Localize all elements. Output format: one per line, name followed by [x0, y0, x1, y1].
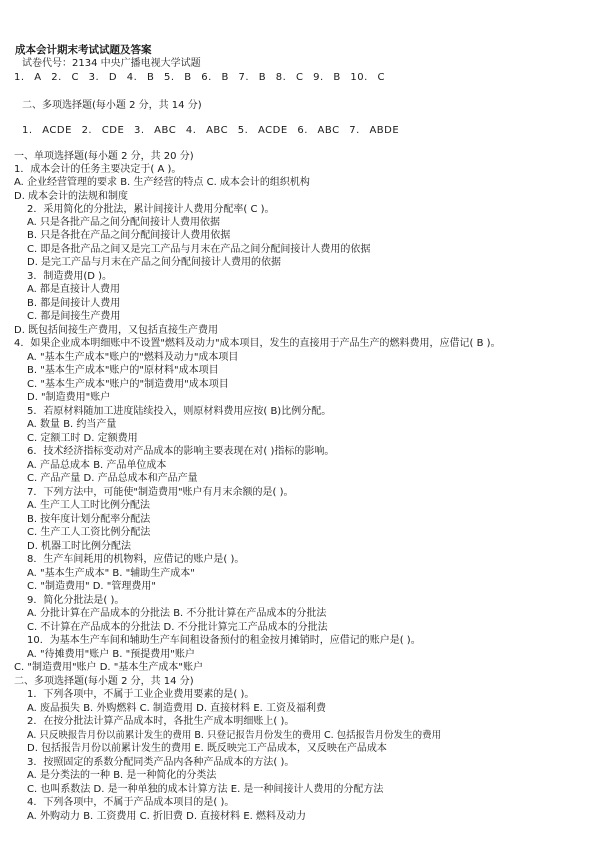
- option-line: A. 企业经营管理的要求 B. 生产经营的特点 C. 成本会计的组织机构: [14, 177, 310, 188]
- option-line: C. "基本生产成本"账户的"制造费用"成本项目: [27, 379, 229, 390]
- question-line: 5．若原材料随加工进度陆续投入，则原材料费用应按( B)比例分配。: [27, 406, 332, 417]
- question-line: 10．为基本生产车间和辅助生产车间租设备预付的租金按月摊销时，应借记的账户是( )。: [27, 635, 421, 646]
- question-line: 1．成本会计的任务主要决定于( A )。: [14, 164, 182, 175]
- exam-code: 试卷代号：2134 中央广播电视大学试题: [22, 58, 201, 69]
- option-line: C. 都是间接生产费用: [27, 311, 121, 322]
- option-line: D. 既包括间接生产费用，又包括直接生产费用: [14, 325, 219, 336]
- option-line: B. 都是间接计人费用: [27, 298, 121, 309]
- option-line: A. "待摊费用"账户 B. "预提费用"账户: [27, 649, 195, 660]
- option-line: C. 生产工人工资比例分配法: [27, 527, 151, 538]
- option-line: C. 不计算在产品成本的分批法 D. 不分批计算完工产品成本的分批法: [27, 622, 328, 633]
- option-line: A. 只反映报告月份以前累计发生的费用 B. 只登记报告月份发生的费用 C. 包括报告月份发生的费用: [27, 730, 442, 741]
- option-line: C. "制造费用" D. "管理费用": [27, 581, 156, 592]
- option-line: A. 是分类法的一种 B. 是一种简化的分类法: [27, 770, 217, 781]
- question-line: 7．下列方法中，可能使"制造费用"账户有月末余额的是( )。: [27, 487, 294, 498]
- option-line: C. 产品产量 D. 产品总成本和产品产量: [27, 473, 198, 484]
- option-line: A. 只是各批产品之间分配间接计人费用依据: [27, 217, 221, 228]
- question-line: 3．制造费用(D )。: [27, 271, 113, 282]
- question-line: 4．如果企业成本明细账中不设置"燃料及动力"成本项目，发生的直接用于产品生产的燃料费用，应借记( B )。: [14, 338, 501, 349]
- option-line: C. 定额工时 D. 定额费用: [27, 433, 138, 444]
- question-line: 9．简化分批法是( )。: [27, 595, 125, 606]
- option-line: C. 也叫系数法 D. 是一种单独的成本计算方法 E. 是一种间接计人费用的分配方法: [27, 784, 384, 795]
- option-line: A. 都是直接计人费用: [27, 284, 121, 295]
- option-line: D. "制造费用"账户: [27, 392, 111, 403]
- option-line: B. "基本生产成本"账户的"原材料"成本项目: [27, 365, 219, 376]
- single-choice-answers: 1. A 2. C 3. D 4. B 5. B 6. B 7. B 8. C 9. B 10. C: [14, 72, 385, 83]
- document-title: 成本会计期末考试试题及答案: [15, 44, 152, 56]
- option-line: A. 外购动力 B. 工资费用 C. 折旧费 D. 直接材料 E. 燃料及动力: [27, 811, 307, 822]
- multi-choice-section-heading: 二、多项选择题(每小题 2 分，共 14 分): [22, 100, 202, 111]
- option-line: B. 按年度计划分配率分配法: [27, 514, 151, 525]
- option-line: D. 是完工产品与月末在产品之间分配间接计人费用的依据: [27, 257, 282, 268]
- multi-choice-answers: 1. ACDE 2. CDE 3. ABC 4. ABC 5. ACDE 6. ABC 7. ABDE: [22, 125, 400, 136]
- option-line: C. 即是各批产品之间又是完工产品与月末在产品之间分配间接计人费用的依据: [27, 244, 371, 255]
- option-line: A. 分批计算在产品成本的分批法 B. 不分批计算在产品成本的分批法: [27, 608, 327, 619]
- question-line: 4．下列各项中，不属于产品成本项目的是( )。: [27, 797, 235, 808]
- option-line: A. 数量 B. 约当产量: [27, 419, 117, 430]
- option-line: D. 机器工时比例分配法: [27, 541, 132, 552]
- option-line: A. 废品损失 B. 外购燃料 C. 制造费用 D. 直接材料 E. 工资及福利费: [27, 703, 327, 714]
- option-line: D. 成本会计的法规和制度: [14, 191, 129, 202]
- option-line: A. 生产工人工时比例分配法: [27, 500, 151, 511]
- option-line: B. 只是各批在产品之间分配间接计人费用依据: [27, 230, 231, 241]
- option-line: A. "基本生产成本" B. "辅助生产成本": [27, 568, 195, 579]
- option-line: C. "制造费用"账户 D. "基本生产成本"账户: [14, 662, 203, 673]
- question-line: 2．在按分批法计算产品成本时，各批生产成本明细账上( )。: [27, 716, 295, 727]
- section-heading: 一、单项选择题(每小题 2 分，共 20 分): [14, 151, 194, 162]
- question-line: 2．采用简化的分批法，累计间接计人费用分配率( C )。: [27, 204, 275, 215]
- section-heading: 二、多项选择题(每小题 2 分，共 14 分): [14, 676, 194, 687]
- option-line: D. 包括报告月份以前累计发生的费用 E. 既反映完工产品成本，又反映在产品成本: [27, 743, 387, 754]
- question-line: 1．下列各项中，不属于工业企业费用要素的是( )。: [27, 689, 255, 700]
- question-line: 8．生产车间耗用的机物料，应借记的账户是( )。: [27, 554, 245, 565]
- question-line: 6．技术经济指标变动对产品成本的影响主要表现在对( )指标的影响。: [27, 446, 335, 457]
- question-line: 3．按照固定的系数分配同类产品内各种产品成本的方法( )。: [27, 757, 295, 768]
- option-line: A. 产品总成本 B. 产品单位成本: [27, 460, 167, 471]
- option-line: A. "基本生产成本"账户的"燃料及动力"成本项目: [27, 352, 239, 363]
